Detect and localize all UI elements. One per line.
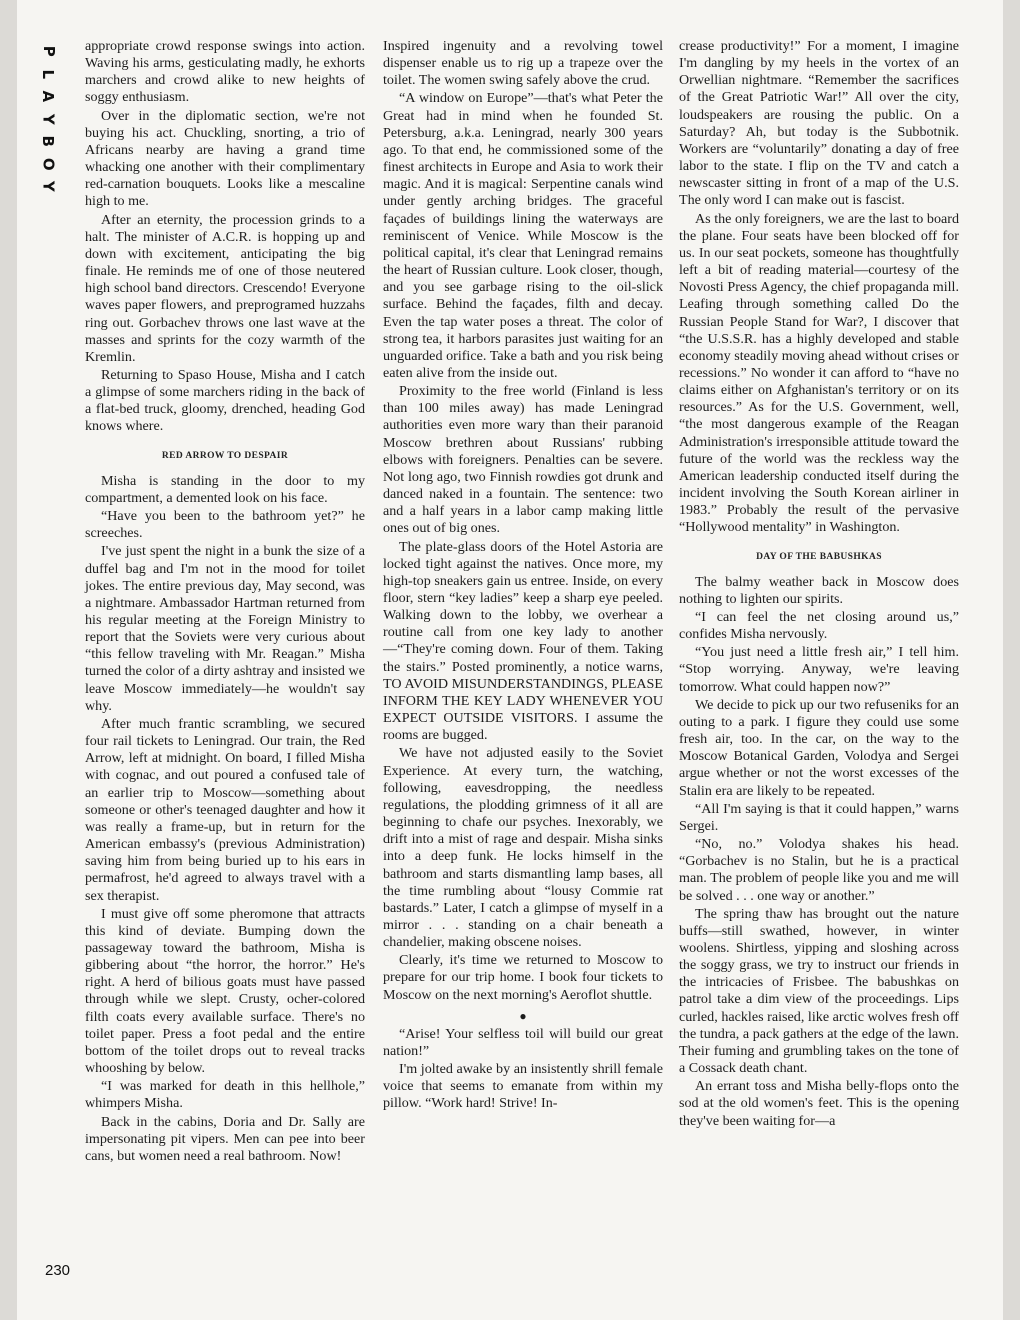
page-number: 230 xyxy=(45,1262,71,1279)
paragraph: Inspired ingenuity and a revolving towel dispenser enable us to rig up a trapeze over the toilet. The women swing safely above the crud. xyxy=(383,38,663,89)
masthead-letter: Y xyxy=(39,180,58,192)
paragraph: Misha is standing in the door to my compartment, a demented look on his face. xyxy=(85,472,365,506)
paragraph: After an eternity, the procession grinds to a halt. The minister of A.C.R. is hopping up and down with excitement, anticipating the big finale. He reminds me of one of those neutered high school band directors. Crescendo! Everyone waves paper flowers, and preprogramed huzzahs ring out. Gorbachev throws one last wave at the masses and sprints for the cozy warmth of the Kremlin. xyxy=(85,211,365,365)
section-heading: RED ARROW TO DESPAIR xyxy=(161,450,289,461)
paragraph: “You just need a little fresh air,” I tell him. “Stop worrying. Anyway, we're leaving tomorrow. What could happen now?” xyxy=(679,644,959,695)
paragraph: The balmy weather back in Moscow does nothing to lighten our spirits. xyxy=(679,573,959,607)
masthead-letter: O xyxy=(39,157,58,171)
paragraph: An errant toss and Misha belly-flops onto the sod at the old women's feet. This is the opening they've been waiting for—a xyxy=(679,1078,959,1129)
paragraph: “Arise! Your selfless toil will build our great nation!” xyxy=(383,1025,663,1059)
masthead-letter: L xyxy=(39,68,58,79)
paragraph: “No, no.” Volodya shakes his head. “Gorbachev is no Stalin, but he is a practical man. The problem of people like you and me will be solved . . . one way or another.” xyxy=(679,836,959,904)
paragraph: “I was marked for death in this hellhole,” whimpers Misha. xyxy=(85,1078,365,1112)
paragraph: crease productivity!” For a moment, I imagine I'm dangling by my heels in the vortex of an Orwellian nightmare. “Remember the sacrifices of the Great Patriotic War!” All over the city, loudspeakers are rousing the public. On a Saturday? Ah, but today is the Subbotnik. Workers are “voluntarily” donating a day of free labor to the state. I flip on the TV and catch a newscaster sitting in front of a map of the U.S. The only word I can make out is fascist. xyxy=(679,38,959,209)
paragraph: We decide to pick up our two refuseniks for an outing to a park. I figure they could use some fresh air, too. In the car, on the way to the Moscow Botanical Garden, Volodya and Sergei argue whether or not the worst excesses of the Stalin era are likely to be repeated. xyxy=(679,696,959,799)
paragraph: “All I'm saying is that it could happen,” warns Sergei. xyxy=(679,800,959,834)
paragraph: Proximity to the free world (Finland is less than 100 miles away) has made Leningrad authorities even more wary than their paranoid Moscow brethren about Russians' rubbing elbows with foreigners. Penalties can be severe. Not long ago, two Finnish rowdies got drunk and danced naked in a fountain. The sentence: two and a half years in a labor camp making little ones out of big ones. xyxy=(383,383,663,537)
paragraph: The spring thaw has brought out the nature buffs—still swathed, however, in winter woolens. Shirtless, yipping and sloshing across the soggy grass, we try to instruct our friends in the intricacies of Frisbee. The babushkas on patrol take a dim view of the proceedings. Lips curled, hackles raised, like arctic wolves fresh off the tundra, a pack gathers at the edge of the lawn. Their fuming and grumbling takes on the tone of a Cossack death chant. xyxy=(679,905,959,1077)
paragraph: Back in the cabins, Doria and Dr. Sally are impersonating pit vipers. Men can pee into beer cans, but women need a real bathroom. Now! xyxy=(85,1113,365,1164)
masthead-letter: B xyxy=(39,135,58,147)
masthead-letter: Y xyxy=(39,113,58,125)
paragraph: “A window on Europe”—that's what Peter the Great had in mind when he founded St. Petersburg, a.k.a. Leningrad, nearly 300 years ago. To that end, he commissioned some of the finest architects in Europe and Asia to work their magic. And it is magical: Serpentine canals wind under gently arching bridges. The graceful façades of buildings lining the waterways are reminiscent of Venice. While Moscow is the political capital, it's clear that Leningrad remains the heart of Russian culture. Look closer, though, and you see garbage rising to the oil-slick surface. Behind the façades, filth and decay. Even the tap water poses a threat. The color of strong tea, it harbors parasites just waiting for an unguarded orifice. Take a bath and you risk being eaten alive from the inside out. xyxy=(383,90,663,381)
paragraph: “Have you been to the bathroom yet?” he screeches. xyxy=(85,508,365,542)
paragraph: I must give off some pheromone that attracts this kind of deviate. Bumping down the passageway toward the bathroom, Misha is gibbering about “the horror, the horror.” He's right. A herd of bilious goats must have passed through while we slept. Crusty, ocher-colored filth coats every available surface. There's no toilet paper. Press a foot pedal and the entire bottom of the toilet drops out to reveal tracks whooshing by below. xyxy=(85,905,365,1077)
paragraph: The plate-glass doors of the Hotel Astoria are locked tight against the natives. Once more, my high-top sneakers gain us entree. Inside, on every floor, stern “key ladies” keep a sharp eye peeled. Walking down to the lobby, we overhear a routine call from one key lady to another—“They're coming down. Four of them. Taking the stairs.” Posted prominently, a notice warns, TO AVOID MISUNDERSTANDINGS, PLEASE INFORM THE KEY LADY WHENEVER YOU EXPECT OUTSIDE VISITORS. I assume the rooms are bugged. xyxy=(383,538,663,744)
paragraph: After much frantic scrambling, we secured four rail tickets to Leningrad. Our train, the Red Arrow, left at midnight. On board, I filled Misha with cognac, and out poured a confused tale of an earlier trip to Moscow—something about someone or other's teenaged daughter and how it was really a frame-up, but in return for the American embassy's (previous Administration) saving him from being buried up to his ears in permafrost, he'd agreed to always travel with a sex therapist. xyxy=(85,715,365,904)
paragraph: I've just spent the night in a bunk the size of a duffel bag and I'm not in the mood for toilet jokes. The entire previous day, May second, was a nightmare. Ambassador Hartman returned from his regular meeting at the Foreign Ministry to report that the Soviets were very curious about “this fellow traveling with Mr. Reagan.” Misha turned the color of a dirty ashtray and insisted we leave Moscow immediately—he wouldn't say why. xyxy=(85,543,365,714)
masthead xyxy=(35,40,61,198)
column-1 xyxy=(85,38,365,1165)
paragraph: Clearly, it's time we returned to Moscow to prepare for our trip home. I book four tickets to Moscow on the next morning's Aeroflot shuttle. xyxy=(383,952,663,1003)
paragraph: I'm jolted awake by an insistently shrill female voice that seems to emanate from within my pillow. “Work hard! Strive! In- xyxy=(383,1061,663,1112)
column-2 xyxy=(383,38,663,1113)
masthead-letter: P xyxy=(39,45,58,57)
masthead-letter: A xyxy=(39,90,58,103)
section-break-bullet: ● xyxy=(519,1008,527,1023)
paragraph: Over in the diplomatic section, we're not buying his act. Chuckling, snorting, a trio of Africans nearby are having a grand time whacking one another with their complimentary red-carnation bouquets. Looks like a mescaline high to me. xyxy=(85,107,365,210)
paragraph: “I can feel the net closing around us,” confides Misha nervously. xyxy=(679,609,959,643)
section-heading: DAY OF THE BABUSHKAS xyxy=(756,551,882,562)
paragraph: appropriate crowd response swings into action. Waving his arms, gesticulating madly, he exhorts marchers and crowd alike to new heights of soggy enthusiasm. xyxy=(85,38,365,106)
magazine-page xyxy=(17,0,1003,1320)
paragraph: Returning to Spaso House, Misha and I catch a glimpse of some marchers riding in the back of a flat-bed truck, gloomy, drenched, heading God knows where. xyxy=(85,366,365,435)
paragraph: We have not adjusted easily to the Soviet Experience. At every turn, the watching, following, eavesdropping, the needless regulations, the plodding grimness of it all are beginning to chafe our psyches. Inexorably, we drift into a mist of rage and despair. Misha sinks into a deep funk. He locks himself in the bathroom and starts dismantling lamp bases, all the time rumbling about “lousy Commie rat bastards.” Later, I catch a glimpse of myself in a mirror . . . standing on a chair beneath a chandelier, making obscene noises. xyxy=(383,745,663,951)
column-3 xyxy=(679,38,959,1130)
paragraph: As the only foreigners, we are the last to board the plane. Four seats have been blocked off for us. In our seat pockets, someone has thoughtfully left a bit of reading material—courtesy of the Novosti Press Agency, the chief propaganda mill. Leafing through something called Do the Russian People Stand for War?, I discover that “the U.S.S.R. has a highly developed and stable economy steadily moving ahead without crises or recessions.” No wonder it can afford to “have no claims either on Afghanistan's territory or on its resources.” As for the U.S. Government, well, “the most dangerous example of the Reagan Administration's irresponsible attitude toward the future of the world was the reckless way the American leadership conducted itself during the incident involving the South Korean airliner in 1983.” Probably the result of the pervasive “Hollywood mentality” in Washington. xyxy=(679,210,959,536)
